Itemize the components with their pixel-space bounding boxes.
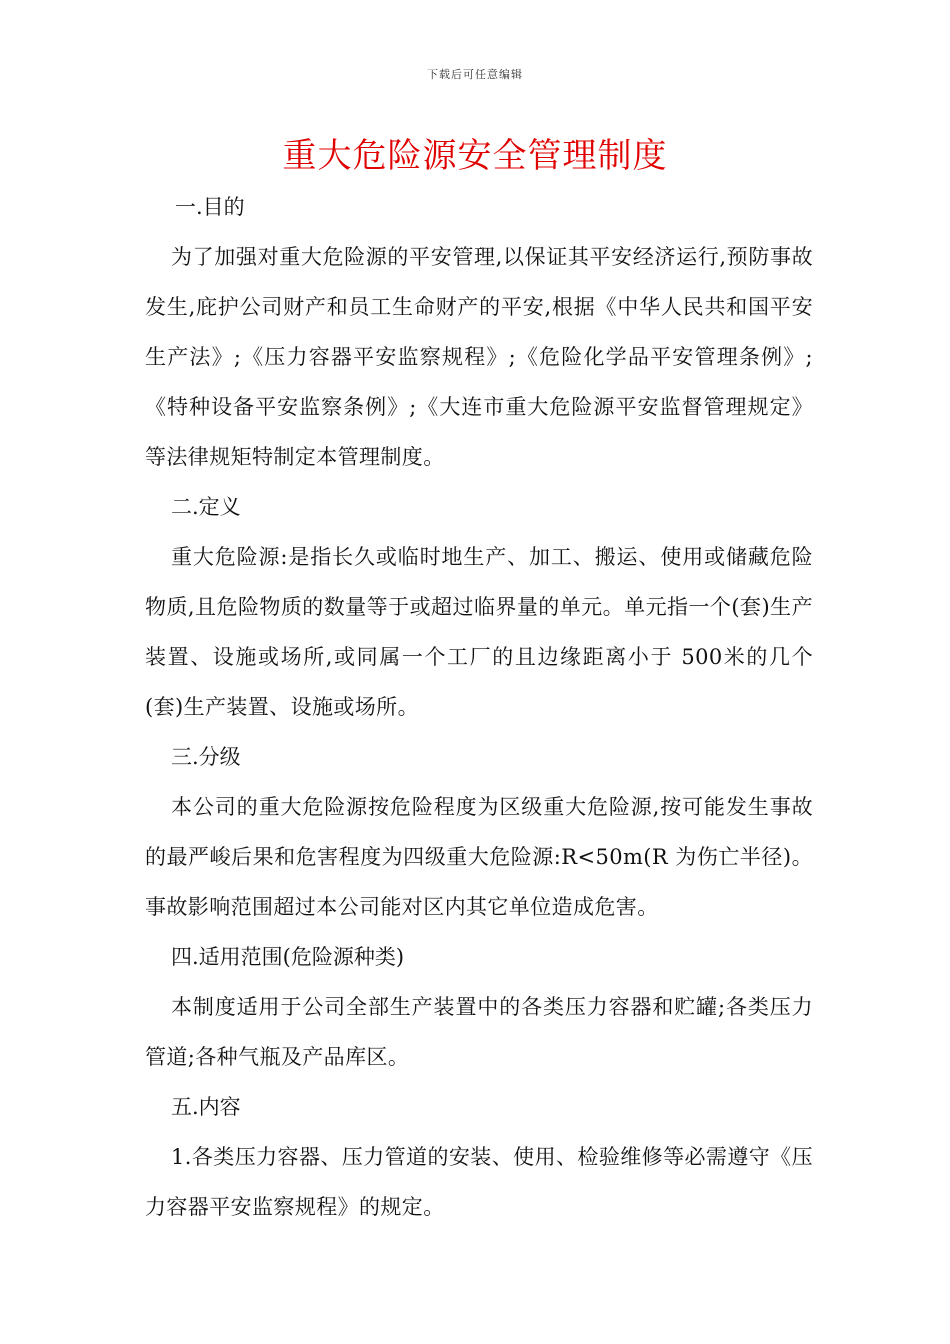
- section-body-definition: 重大危险源:是指长久或临时地生产、加工、搬运、使用或储藏危险物质,且危险物质的数量等于或超过临界量的单元。单元指一个(套)生产装置、设施或场所,或同属一个工厂的且边缘距离小于 500米的几个(套)生产装置、设施或场所。: [145, 545, 813, 719]
- section-body-scope: 本制度适用于公司全部生产装置中的各类压力容器和贮罐;各类压力管道;各种气瓶及产品库区。: [145, 995, 813, 1069]
- section-heading-purpose: 一.目的: [175, 195, 245, 219]
- section-heading-content: 五.内容: [171, 1095, 241, 1119]
- header-note: 下载后可任意编辑: [427, 68, 523, 81]
- section-heading-scope: 四.适用范围(危险源种类): [171, 945, 405, 969]
- document-body: [145, 182, 813, 1232]
- section-heading-definition: 二.定义: [171, 495, 241, 519]
- section-body-purpose: 为了加强对重大危险源的平安管理,以保证其平安经济运行,预防事故发生,庇护公司财产和员工生命财产的平安,根据《中华人民共和国平安生产法》;《压力容器平安监察规程》;《危险化学品平安管理条例》;《特种设备平安监察条例》;《大连市重大危险源平安监督管理规定》等法律规矩特制定本管理制度。: [145, 245, 813, 469]
- document-title: 重大危险源安全管理制度: [282, 136, 668, 176]
- section-heading-grading: 三.分级: [171, 745, 241, 769]
- section-body-grading: 本公司的重大危险源按危险程度为区级重大危险源,按可能发生事故的最严峻后果和危害程度为四级重大危险源:R<50m(R 为伤亡半径)。事故影响范围超过本公司能对区内其它单位造成危害。: [145, 795, 813, 919]
- section-body-content: 1.各类压力容器、压力管道的安装、使用、检验维修等必需遵守《压力容器平安监察规程》的规定。: [145, 1145, 813, 1219]
